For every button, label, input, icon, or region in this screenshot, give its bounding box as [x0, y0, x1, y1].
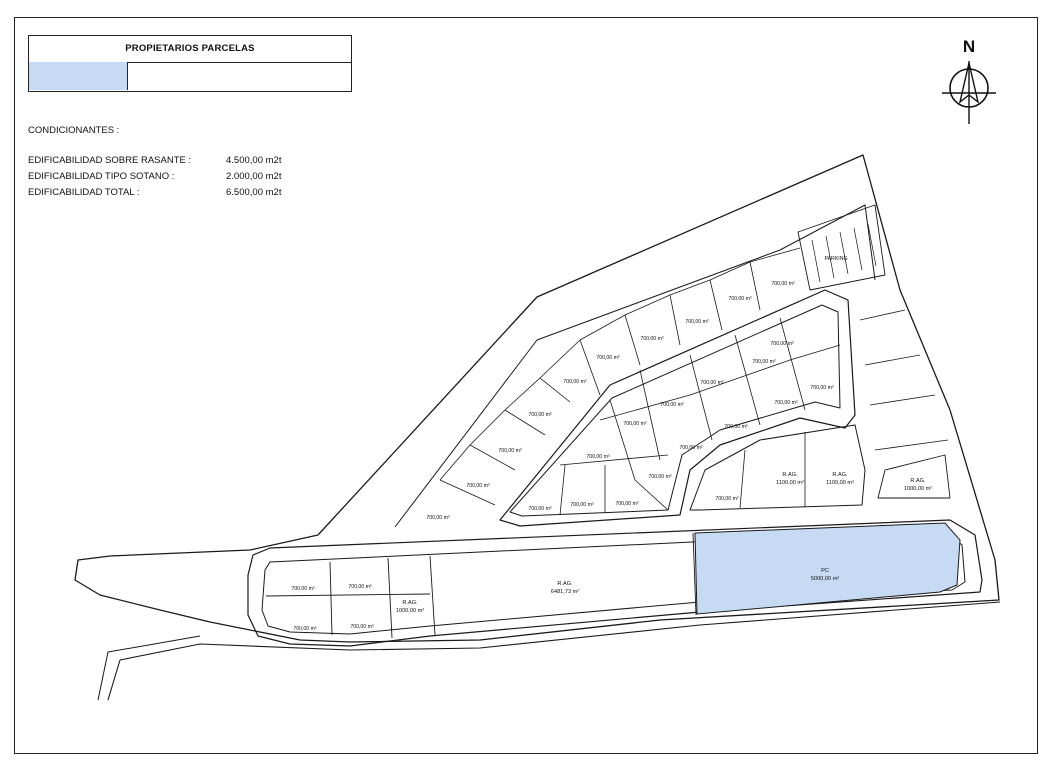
rag-value-1: 1100,00 m² — [776, 480, 804, 486]
plot-label: 700,00 m² — [774, 400, 798, 406]
plot-label: 700,00 m² — [724, 424, 748, 430]
condition-label-3: EDIFICABILIDAD TOTAL : — [28, 187, 140, 198]
plot-label: 700,00 m² — [586, 454, 610, 460]
plot-label: 700,00 m² — [715, 496, 739, 502]
rag-value-2: 1100,00 m² — [826, 480, 854, 486]
plot-label: 700,00 m² — [426, 515, 450, 521]
condition-value-1: 4.500,00 m2t — [226, 155, 282, 166]
plot-label: 700,00 m² — [648, 474, 672, 480]
plot-label: 700,00 m² — [660, 402, 684, 408]
legend-title: PROPIETARIOS PARCELAS — [29, 36, 351, 63]
plot-label: 700,00 m² — [700, 380, 724, 386]
plot-label: 700,00 m² — [752, 359, 776, 365]
plot-label: 700,00 m² — [685, 319, 709, 325]
rag-prefix-2: R.AG. — [832, 472, 848, 478]
plot-label: 700,00 m² — [348, 584, 372, 590]
north-letter: N — [962, 37, 976, 56]
plot-label: 700,00 m² — [810, 385, 834, 391]
plot-label: 700,00 m² — [466, 483, 490, 489]
condition-value-2: 2.000,00 m2t — [226, 171, 282, 182]
plot-label: 700,00 m² — [293, 626, 317, 632]
plot-label: 700,00 m² — [291, 586, 315, 592]
condition-label-1: EDIFICABILIDAD SOBRE RASANTE : — [28, 155, 192, 166]
plot-label: 700,00 m² — [623, 421, 647, 427]
condition-label-2: EDIFICABILIDAD TIPO SOTANO : — [28, 171, 175, 182]
rag-prefix-1: R.AG. — [782, 472, 798, 478]
rag-prefix-4: R.AG. — [402, 600, 418, 606]
pc-value: 5000,00 m² — [810, 576, 840, 582]
plot-label: 700,00 m² — [640, 336, 664, 342]
plot-label: 700,00 m² — [563, 379, 587, 385]
parking-label: PARKING — [824, 256, 848, 262]
plot-label: 700,00 m² — [615, 501, 639, 507]
plot-label: 700,00 m² — [596, 355, 620, 361]
pc-prefix: PC — [821, 568, 829, 574]
plot-label: 700,00 m² — [528, 506, 552, 512]
plot-label: 700,00 m² — [350, 624, 374, 630]
plot-label: 700,00 m² — [570, 502, 594, 508]
rag-value-3: 1000,00 m² — [903, 486, 933, 492]
plot-label: 700,00 m² — [528, 412, 552, 418]
plot-label: 700,00 m² — [770, 341, 794, 347]
rag-prefix-3: R.AG. — [910, 478, 926, 484]
rag-value-4: 1000,00 m² — [395, 608, 425, 614]
plot-label: 700,00 m² — [498, 448, 522, 454]
conditions-heading: CONDICIONANTES : — [28, 125, 120, 136]
rag-value-5: 6481,73 m² — [550, 589, 580, 595]
rag-prefix-5: R.AG. — [557, 581, 573, 587]
condition-value-3: 6.500,00 m2t — [226, 187, 282, 198]
plot-label: 700,00 m² — [679, 445, 703, 451]
plot-label: 700,00 m² — [728, 296, 752, 302]
plot-label: 700,00 m² — [771, 281, 795, 287]
